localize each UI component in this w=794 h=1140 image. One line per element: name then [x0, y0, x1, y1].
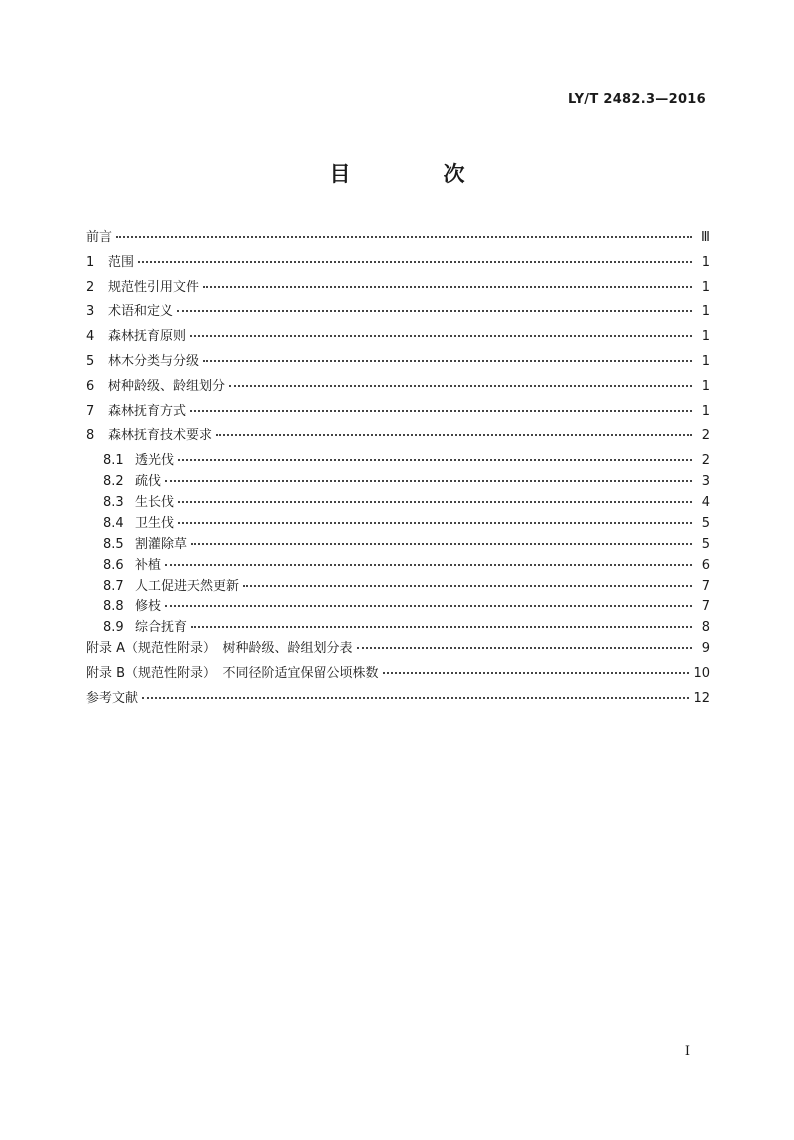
toc-entry-number: 5 — [86, 353, 95, 369]
toc-entry-label: 术语和定义 — [108, 304, 174, 320]
toc-entry-page: 1 — [701, 353, 710, 369]
toc-entry-page: 4 — [701, 494, 710, 510]
toc-entry-page: 8 — [701, 620, 710, 636]
toc-entry[interactable] — [86, 300, 710, 325]
toc-leader-dots — [190, 335, 692, 337]
toc-entry-page: 7 — [701, 578, 710, 594]
toc-entry-page: 5 — [701, 536, 710, 552]
toc-entry-number: 8.9 — [103, 620, 124, 636]
toc-entry-label: 森林抚育方式 — [108, 403, 187, 419]
toc-entry[interactable] — [86, 400, 710, 425]
toc-leader-dots — [229, 385, 692, 387]
toc-entry-label: 透光伐 — [135, 453, 175, 469]
toc-entry-number: 8.4 — [103, 515, 124, 531]
toc-entry-page: 1 — [701, 279, 710, 295]
toc-leader-dots — [243, 585, 692, 587]
toc-entry-page: 9 — [701, 641, 710, 657]
toc-entry-page: 2 — [701, 453, 710, 469]
toc-leader-dots — [177, 310, 692, 312]
toc-leader-dots — [357, 647, 692, 649]
toc-entry-label: 前言 — [86, 230, 113, 245]
toc-leader-dots — [116, 236, 692, 238]
toc-leader-dots — [165, 605, 692, 607]
toc-leader-dots — [178, 459, 692, 461]
toc-entry-page: 6 — [701, 557, 710, 573]
toc-entry-label: 森林抚育技术要求 — [108, 428, 213, 444]
toc-entry-number: 8.6 — [103, 557, 124, 573]
toc-entry-number: 7 — [86, 403, 95, 419]
toc-entry-page: 2 — [701, 428, 710, 444]
toc-leader-dots — [203, 360, 692, 362]
toc-entry[interactable] — [86, 325, 710, 350]
toc-entry-page: 7 — [701, 599, 710, 615]
toc-entry-number: 8.5 — [103, 536, 124, 552]
toc-entry[interactable] — [86, 595, 710, 616]
toc-entry-number: 6 — [86, 378, 95, 394]
toc-entry-label: 人工促进天然更新 — [135, 578, 240, 594]
toc-entry-label: 综合抚育 — [135, 620, 188, 636]
toc-entry-number: 1 — [86, 254, 95, 270]
toc-entry-label: 割灌除草 — [135, 536, 188, 552]
toc-leader-dots — [165, 480, 692, 482]
toc-entry-number: 3 — [86, 304, 95, 320]
toc-leader-dots — [138, 261, 692, 263]
toc-entry-page: 10 — [693, 665, 710, 681]
toc-entry-number: 8.8 — [103, 599, 124, 615]
toc-entry[interactable] — [86, 687, 710, 712]
toc-leader-dots — [142, 697, 689, 699]
toc-leader-dots — [216, 434, 692, 436]
toc-entry[interactable] — [86, 226, 710, 251]
table-of-contents — [86, 226, 710, 712]
toc-entry-label: 规范性引用文件 — [108, 279, 200, 295]
toc-entry-page: 3 — [701, 474, 710, 490]
toc-entry-label: 林木分类与分级 — [108, 353, 200, 369]
toc-entry-number: 8.7 — [103, 578, 124, 594]
toc-entry-page: 1 — [701, 403, 710, 419]
toc-entry-page: Ⅲ — [701, 230, 710, 245]
page-number: I — [684, 1044, 690, 1059]
toc-entry-number: 4 — [86, 329, 95, 345]
toc-leader-dots — [178, 522, 692, 524]
toc-entry-label: 卫生伐 — [135, 515, 175, 531]
toc-entry[interactable] — [86, 554, 710, 575]
toc-leader-dots — [203, 286, 692, 288]
toc-entry-number: 8.2 — [103, 474, 124, 490]
toc-entry-label: 疏伐 — [135, 474, 162, 490]
toc-entry-page: 1 — [701, 329, 710, 345]
toc-entry-page: 12 — [693, 690, 710, 706]
standard-number: LY/T 2482.3—2016 — [568, 92, 706, 107]
toc-entry-label: 树种龄级、龄组划分 — [108, 378, 226, 394]
toc-leader-dots — [191, 543, 692, 545]
toc-title: 目 次 — [329, 162, 501, 186]
toc-entry[interactable] — [86, 512, 710, 533]
toc-entry-number: 8.3 — [103, 494, 124, 510]
toc-entry-page: 1 — [701, 378, 710, 394]
toc-entry[interactable] — [86, 575, 710, 596]
toc-entry[interactable] — [86, 637, 710, 662]
toc-entry-label: 参考文献 — [86, 690, 139, 706]
toc-entry[interactable] — [86, 491, 710, 512]
toc-entry-page: 5 — [701, 515, 710, 531]
toc-entry-label: 补植 — [135, 557, 162, 573]
toc-entry-label: 附录 A（规范性附录） 树种龄级、龄组划分表 — [86, 641, 353, 657]
toc-leader-dots — [165, 564, 692, 566]
toc-leader-dots — [191, 626, 692, 628]
toc-entry[interactable] — [86, 616, 710, 637]
toc-entry-page: 1 — [701, 254, 710, 270]
toc-entry[interactable] — [86, 424, 710, 449]
toc-entry[interactable] — [86, 251, 710, 276]
toc-entry[interactable] — [86, 375, 710, 400]
toc-leader-dots — [178, 501, 692, 503]
toc-entry[interactable] — [86, 470, 710, 491]
toc-entry[interactable] — [86, 662, 710, 687]
toc-entry-number: 2 — [86, 279, 95, 295]
toc-entry[interactable] — [86, 350, 710, 375]
toc-entry-label: 森林抚育原则 — [108, 329, 187, 345]
toc-entry-label: 修枝 — [135, 599, 162, 615]
toc-entry[interactable] — [86, 533, 710, 554]
toc-entry[interactable] — [86, 276, 710, 301]
toc-entry-number: 8 — [86, 428, 95, 444]
toc-entry-label: 范围 — [108, 254, 135, 270]
toc-entry-label: 生长伐 — [135, 494, 175, 510]
toc-entry-page: 1 — [701, 304, 710, 320]
toc-leader-dots — [383, 672, 690, 674]
toc-entry-label: 附录 B（规范性附录） 不同径阶适宜保留公顷株数 — [86, 665, 379, 681]
toc-entry[interactable] — [86, 449, 710, 470]
toc-leader-dots — [190, 410, 692, 412]
toc-entry-number: 8.1 — [103, 453, 124, 469]
